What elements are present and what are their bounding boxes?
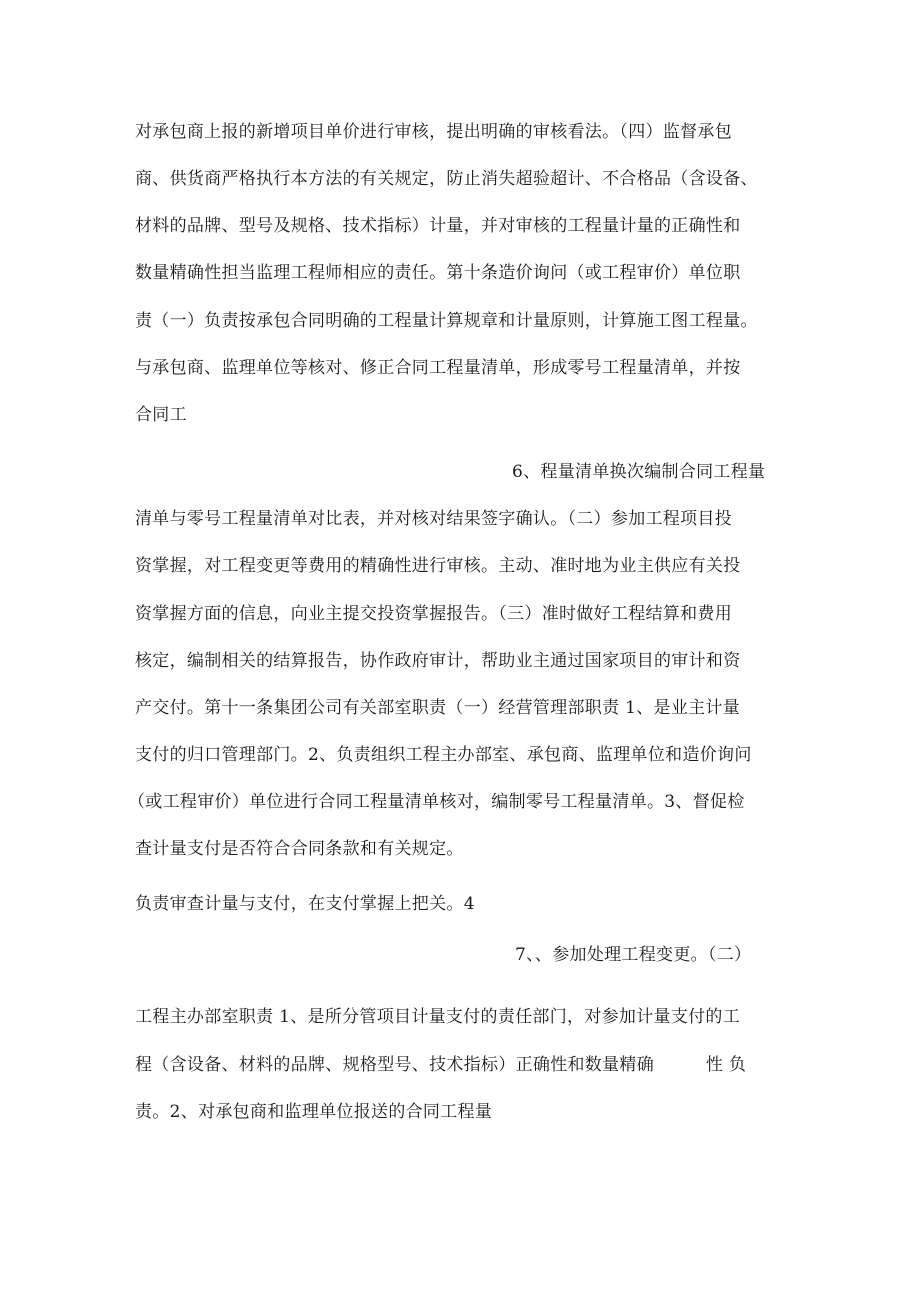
paragraph-line: 核定，编制相关的结算报告，协作政府审计，帮助业主通过国家项目的审计和资 [135,651,741,671]
paragraph-line: 资掌握，对工程变更等费用的精确性进行审核。主动、准时地为业主供应有关投 [135,556,741,576]
paragraph-line: 数量精确性担当监理工程师相应的责任。第十条造价询问（或工程审价）单位职 [135,263,741,283]
paragraph-line: 负责审查计量与支付，在支付掌握上把关。4 [135,894,475,914]
paragraph-line: 资掌握方面的信息，向业主提交投资掌握报告。（三）准时做好工程结算和费用 [135,604,732,624]
paragraph-line-indented: 6、程量清单换次编制合同工程量 [512,462,766,482]
paragraph-line: 责。2、对承包商和监理单位报送的合同工程量 [135,1102,493,1122]
paragraph-line: （或工程审价）单位进行合同工程量清单核对，编制零号工程量清单。3、督促检 [128,792,745,812]
paragraph-line: 与承包商、监理单位等核对、修正合同工程量清单，形成零号工程量清单，并按 [135,358,741,378]
paragraph-line: 材料的品牌、型号及规格、技术指标）计量，并对审核的工程量计量的正确性和 [135,216,741,236]
paragraph-line: 支付的归口管理部门。2、负责组织工程主办部室、承包商、监理单位和造价询问 [135,745,752,765]
paragraph-line: 产交付。第十一条集团公司有关部室职责（一）经营管理部职责 1、是业主计量 [135,698,741,718]
paragraph-line: 合同工 [135,405,187,425]
paragraph-line: 商、供货商严格执行本方法的有关规定，防止消失超验超计、不合格品（含设备、 [135,169,758,189]
paragraph-line: 工程主办部室职责 1、是所分管项目计量支付的责任部门，对参加计量支付的工 [135,1007,741,1027]
paragraph-line: 责（一）负责按承包合同明确的工程量计算规章和计量原则，计算施工图工程量。 [135,311,758,331]
paragraph-line: 程（含设备、材料的品牌、规格型号、技术指标）正确性和数量精确 性 负 [135,1055,747,1075]
paragraph-line: 对承包商上报的新增项目单价进行审核，提出明确的审核看法。（四）监督承包 [135,122,732,142]
paragraph-line: 查计量支付是否符合合同条款和有关规定。 [135,839,464,859]
paragraph-line-indented: 7、、参加处理工程变更。（二） [515,945,752,965]
paragraph-line: 清单与零号工程量清单对比表，并对核对结果签字确认。（二）参加工程项目投 [135,509,732,529]
